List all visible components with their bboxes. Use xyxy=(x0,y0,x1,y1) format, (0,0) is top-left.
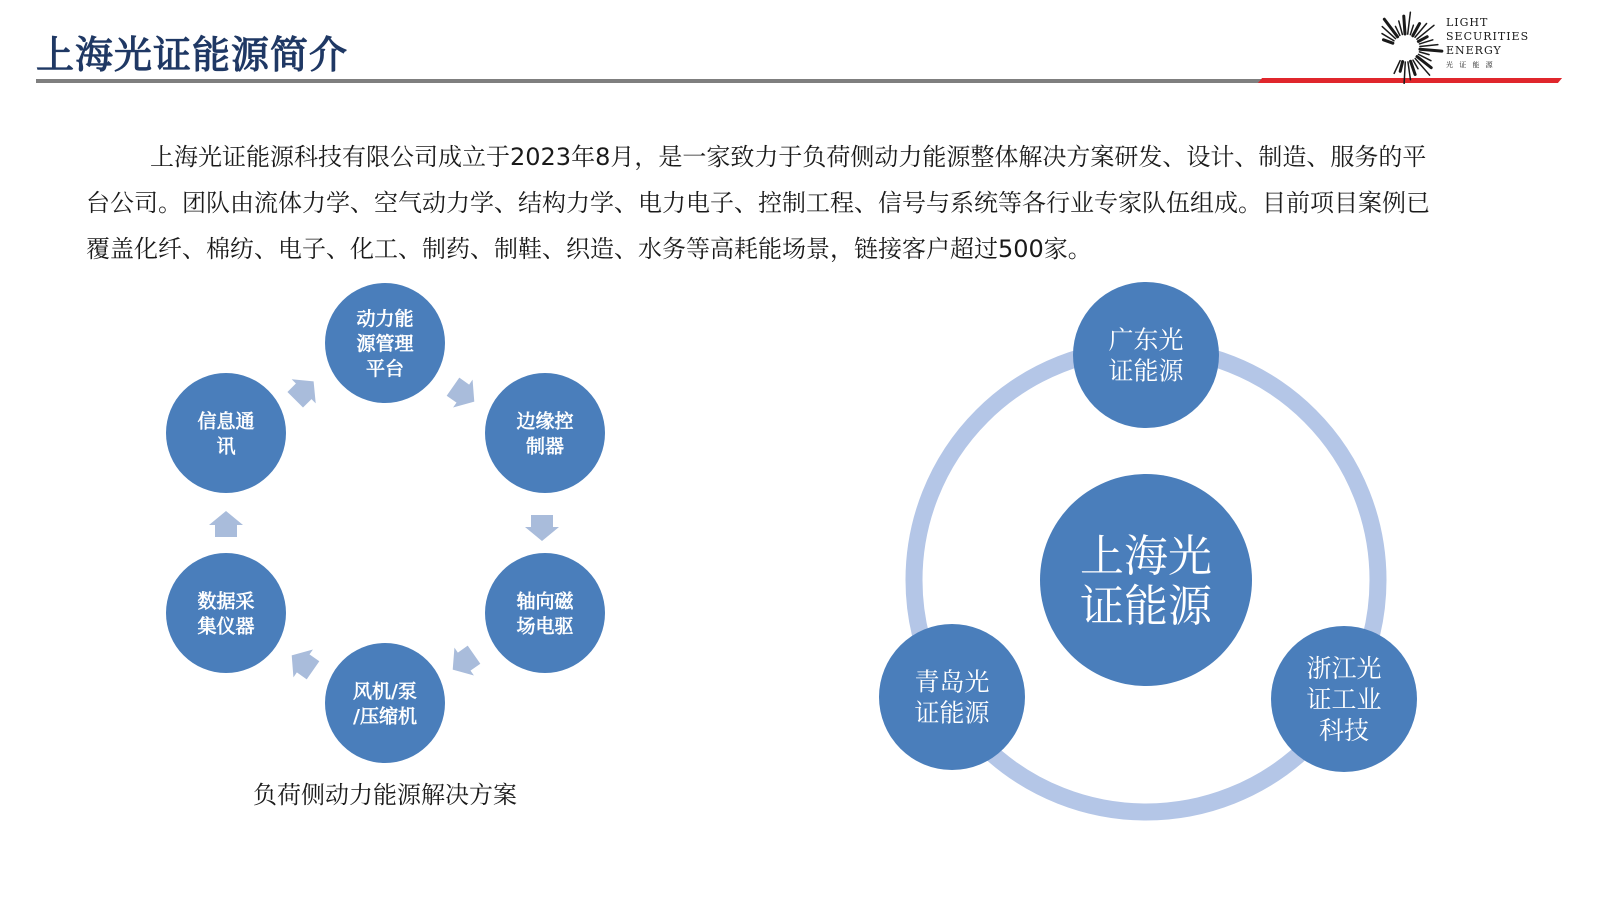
intro-paragraph: 上海光证能源科技有限公司成立于2023年8月，是一家致力于负荷侧动力能源整体解决方案研发、设计、制造、服务的平台公司。团队由流体力学、空气动力学、结构力学、电力电子、控制工程、信号与系统等各行业专家队伍组成。目前项目案例已覆盖化纤、棉纺、电子、化工、制药、制鞋、织造、水务等高耗能场景，链接客户超过500家。 xyxy=(86,143,1430,263)
company-zhejiang xyxy=(1271,626,1417,772)
node-label-line: 证能源 xyxy=(914,698,990,728)
logo-line-1: LIGHT xyxy=(1446,16,1489,29)
node-label-line: 轴向磁 xyxy=(516,590,574,613)
node-circle xyxy=(1073,282,1219,428)
page-title: 上海光证能源简介 xyxy=(36,33,349,77)
logo-line-3: ENERGY xyxy=(1446,44,1502,57)
node-label-line: 平台 xyxy=(365,357,405,380)
company-guangdong xyxy=(1073,282,1219,428)
cycle-arrow xyxy=(282,641,323,684)
company-qingdao xyxy=(879,624,1025,770)
node-label-line: 信息通 xyxy=(197,410,255,433)
node-label-line: 源管理 xyxy=(356,332,414,355)
cycle-node-axial-drive xyxy=(485,553,605,673)
cycle-node-communication xyxy=(166,373,286,493)
node-label-line: 证工业 xyxy=(1306,685,1382,714)
logo-line-4: 光 证 能 源 xyxy=(1446,61,1495,69)
node-label-line: 制器 xyxy=(525,435,565,458)
cycle-node-fan-pump-compressor xyxy=(325,643,445,763)
node-label-line: /压缩机 xyxy=(353,705,417,728)
node-label-line: 动力能 xyxy=(356,307,414,330)
node-label-line: 场电驱 xyxy=(516,615,574,638)
node-circle xyxy=(166,373,286,493)
cycle-caption: 负荷侧动力能源解决方案 xyxy=(253,781,517,809)
node-label-line: 青岛光 xyxy=(914,667,990,697)
cycle-arrow xyxy=(283,369,325,411)
cycle-arrow xyxy=(525,515,559,541)
node-label-line: 科技 xyxy=(1318,716,1370,745)
cycle-arrow xyxy=(443,373,484,416)
node-circle xyxy=(325,643,445,763)
node-label-line: 证能源 xyxy=(1080,580,1212,632)
node-circle xyxy=(485,553,605,673)
node-label-line: 广东光 xyxy=(1108,325,1184,355)
cycle-arrow xyxy=(209,511,243,537)
node-circle xyxy=(485,373,605,493)
node-label-line: 边缘控 xyxy=(516,410,574,433)
node-circle xyxy=(879,624,1025,770)
node-circle xyxy=(166,553,286,673)
node-label-line: 数据采 xyxy=(197,590,255,613)
company-center-shanghai xyxy=(1040,474,1252,686)
node-label-line: 集仪器 xyxy=(197,615,255,638)
cycle-node-data-acquisition xyxy=(166,553,286,673)
cycle-node-energy-platform xyxy=(325,283,445,403)
node-label-line: 上海光 xyxy=(1080,530,1212,582)
cycle-arrow xyxy=(443,641,484,684)
node-label-line: 讯 xyxy=(216,435,236,458)
logo-line-2: SECURITIES xyxy=(1446,30,1530,43)
node-label-line: 风机/泵 xyxy=(353,680,417,703)
node-label-line: 浙江光 xyxy=(1306,654,1382,683)
cycle-node-edge-controller xyxy=(485,373,605,493)
node-label-line: 证能源 xyxy=(1108,356,1184,386)
